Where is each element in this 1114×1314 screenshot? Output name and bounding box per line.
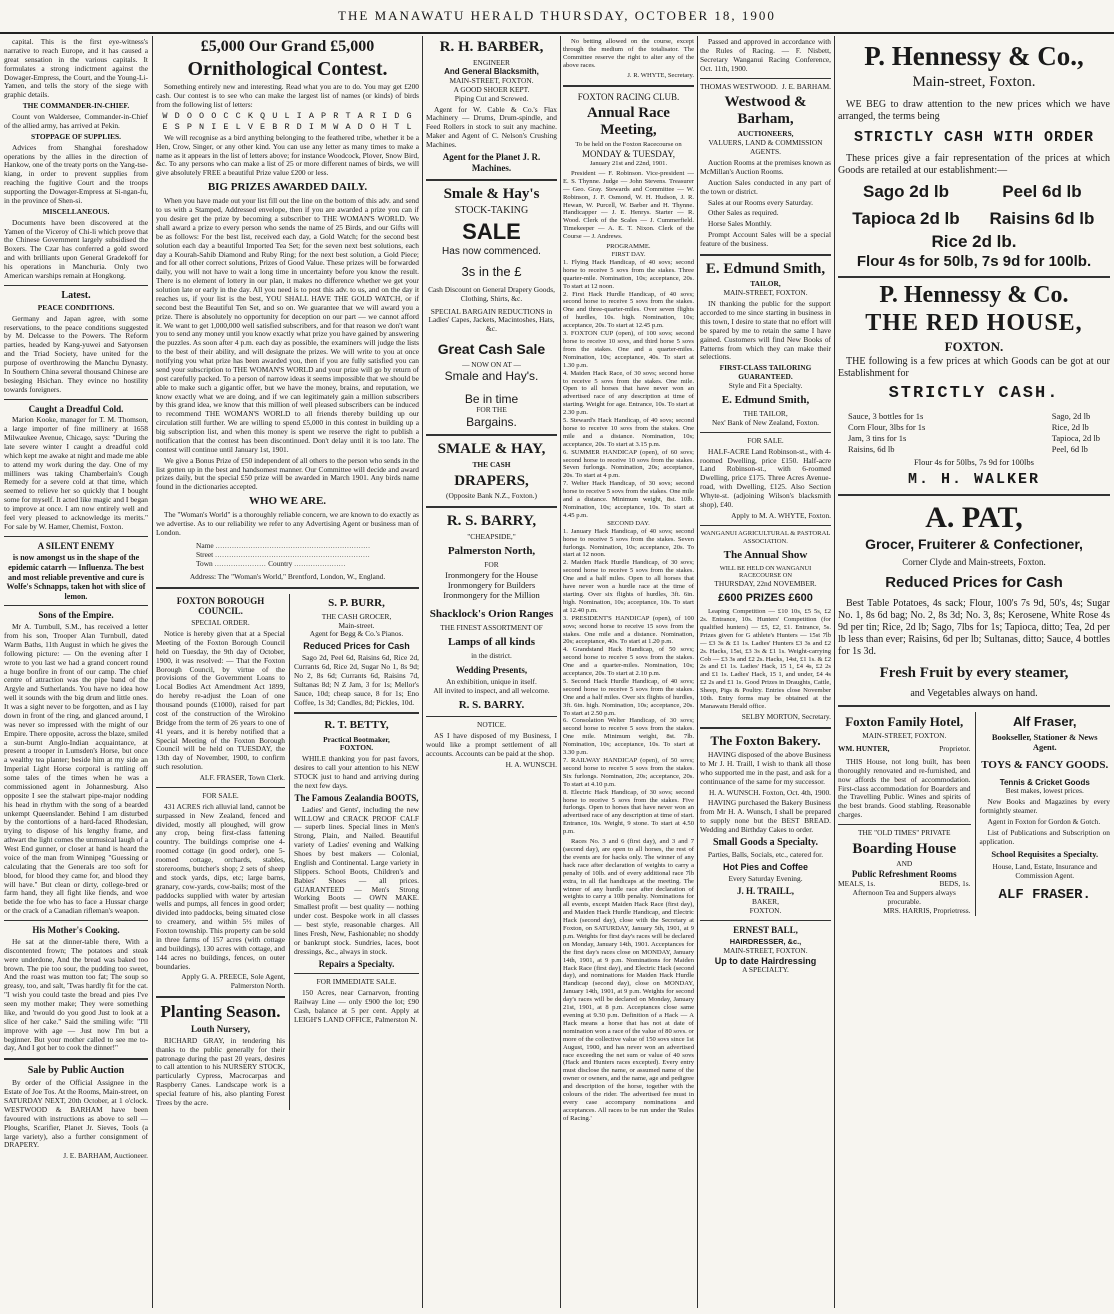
smale-3s: 3s in the £ bbox=[461, 264, 522, 280]
smale-time: Be in time bbox=[464, 391, 519, 406]
bakery-text-2: HAVING purchased the Bakery Business from Mr H. A. Wunsch, I shall be prepared to supply none but the BEST BREAD. Wedding and Birthday Cakes to order. bbox=[700, 798, 831, 835]
burr-street: Main-street. bbox=[338, 620, 375, 630]
poem-mother: He sat at the dinner-table there, With a discontented frown; The potatoes and steak were underdone, And the bread was baked too brown. The pie too sour, the pudding too sweet, And the roast was mutton too fat; The soup so greasy, too, and salt, 'Twas hardly fit for the cat. "I wish you could taste the bread and pies I've seen my mother make; They were something like, and 'twould do you good Just to look at a slice of her cake." Said the smiling wife: "I'll improve with age — Just now I'm but a beginner. But your mother called to see me to-day, And I got her to cook the dinner!" bbox=[4, 936, 148, 1053]
fraser-list: List of Publications and Subscription on application. bbox=[979, 827, 1110, 846]
barry-palmerston: Palmerston North, bbox=[447, 544, 536, 557]
news-sons: Mr A. Turnbull, S.M., has received a letter from his son, Trooper Alan Turnbull, dated Warm Baths, 11th August in which he gives the following picture: — On the evening after I wrote to you last we had a grand concert round a huge bonfire in front of our camp. The chief centre of attraction was the pipe band of the Argyle and Sutherlands. You have no idea how well it sounds with the big drum and little ones. It was a sight never to be forgotten, and as I lay down in front of the ring, and glanced around, I was never so impressed with the might of our Empire. There opposite, across the blaze, smiled a sun-burnt Anglo-Indian acquaintance, at present a trooper in Lumsden's Horse, but once a wealthy tea planter; beside him at my side an Imperial Light Horse corporal is rattling off some tales of the times when he was a commissioned agent in Johannesburg. Also opposite I see the stalwart pipe-major nodding his head in rhythm with the song of a bearded unkempt Queenslander. Behind I am disturbed by the contortions of a hard-faced Rhodesian, trying to dispose of his lengthy frame, and athwart the light comes the unmusical laugh of a West End gunner, or closer at hand is heard the voice of the man from Winnipeg "Guessing or calculating that the Generals are too soft for blood, for blood they came for, and blood they will have." But clean or dirty, college-bred or farm hand, they all fight like fiends, and woe betide the foe who has to face a Hussar charge or the crack of a Canadian rifleman's weapon. bbox=[4, 622, 148, 916]
heading-strictly-cash: STRICTLY CASH. bbox=[888, 384, 1060, 404]
hennessy-flour: Flour 4s for 50lb, 7s 9d for 100lb. bbox=[856, 252, 1092, 270]
barber-engineer: ENGINEER bbox=[473, 57, 510, 67]
heading-latest: Latest. bbox=[61, 289, 91, 301]
contest-body-3: We give a Bonus Prize of £50 independent of all others to the person who sends in the list gotten up in the best and handsomest manner. Our Committee will decide and award prizes daily, but the special £50 prize will be awarded in March 1901. Any birds name found in the dictionaries accepted. bbox=[156, 455, 419, 492]
contest-who: The "Woman's World" is a thoroughly reliable concern, we are known to do exactly as we advertise. As to our reliability we refer to any Advertising Agent or business man of London. bbox=[156, 510, 419, 538]
bakery-signature: H. A. WUNSCH. Foxton, Oct. 4th, 1900. bbox=[708, 787, 831, 797]
smith-address: MAIN-STREET, FOXTON. bbox=[723, 288, 808, 298]
notice-text: AS I have disposed of my Business, I would like a prompt settlement of all accounts. Accounts can be paid at the shop. bbox=[426, 730, 557, 758]
column-contest bbox=[156, 36, 419, 1308]
rh-item: Rice, 2d lb bbox=[1051, 422, 1089, 433]
column-rule bbox=[834, 36, 835, 1308]
ball-hairdresser: HAIRDRESSER, &c., bbox=[729, 936, 802, 946]
barry-district: in the district. bbox=[471, 651, 512, 661]
hotel-address: MAIN-STREET, FOXTON. bbox=[862, 731, 947, 741]
show-date: THURSDAY, 22nd NOVEMBER. bbox=[714, 579, 817, 589]
fraser-best: Best makes, lowest prices. bbox=[1005, 786, 1084, 796]
heading-programme: PROGRAMME. bbox=[606, 243, 651, 251]
heading-sons: Sons of the Empire. bbox=[38, 610, 114, 621]
hennessy-street: Main-street, Foxton. bbox=[912, 74, 1036, 91]
hennessy-strictly: STRICTLY CASH WITH ORDER bbox=[853, 129, 1095, 147]
heading-prizes: BIG PRIZES AWARDED DAILY. bbox=[207, 181, 368, 194]
heading-boarding: Boarding House bbox=[852, 840, 957, 857]
bakery-everyday: Every Saturday Evening. bbox=[728, 873, 803, 883]
barry-for: FOR bbox=[484, 559, 499, 569]
westwood-auctioneers: AUCTIONEERS, bbox=[737, 129, 794, 139]
form-name-label: Name bbox=[196, 541, 214, 551]
heading-planting: Planting Season. bbox=[160, 1002, 281, 1022]
barham-name: J. E. BARHAM. bbox=[781, 81, 831, 91]
fraser-agent: Agent in Foxton for Gordon & Gotch. bbox=[987, 816, 1101, 826]
burr-grocer: THE CASH GROCER, bbox=[321, 611, 392, 621]
redhouse-price-list bbox=[838, 409, 1110, 457]
heading-small-goods: Small Goods a Specialty. bbox=[712, 836, 818, 848]
smale-stocktaking: STOCK-TAKING bbox=[454, 205, 529, 217]
form-town-label: Town bbox=[196, 558, 213, 568]
westwood-6: Prompt Account Sales will be a special feature of the business. bbox=[700, 230, 831, 248]
contest-subtitle: Ornithological Contest. bbox=[187, 57, 388, 80]
fraser-school: School Requisites a Specialty. bbox=[991, 848, 1099, 859]
heading-betty: R. T. BETTY, bbox=[324, 719, 389, 732]
heading-hot-pies: Hot Pies and Coffee bbox=[722, 861, 808, 872]
smith-tailoring: FIRST-CLASS TAILORING GUARANTEED. bbox=[719, 363, 812, 382]
column-news bbox=[4, 36, 148, 1308]
heading-cold: Caught a Dreadful Cold. bbox=[28, 403, 124, 414]
hotel-hunter: WM. HUNTER, bbox=[838, 744, 890, 754]
racing-top-sig: J. R. WHYTE, Secretary. bbox=[627, 71, 694, 79]
heading-smith: E. Edmund Smith, bbox=[705, 260, 826, 277]
column-rule bbox=[152, 36, 153, 1308]
smale-drapers: DRAPERS, bbox=[454, 472, 529, 489]
bakery-traill: J. H. TRAILL, bbox=[736, 885, 795, 896]
nursery-text: RICHARD GRAY, in tendering his thanks to the public generally for their patronage during the past 20 years, desires to call attention to his NURSERY STOCK, particularly Cypress, Macrocarpas and Raspberry Canes. Landscape work is a special feature of his, also planting Forest Trees by the acre. bbox=[156, 1035, 285, 1107]
bakery-baker: BAKER, bbox=[752, 897, 779, 907]
westwood-1: Auction Rooms at the premises known as McMillan's Auction Rooms. bbox=[700, 158, 831, 176]
heading-reduced-burr: Reduced Prices for Cash bbox=[303, 641, 410, 652]
fraser-bookseller: Bookseller, Stationer & News Agent. bbox=[991, 732, 1098, 753]
heading-special-order: SPECIAL ORDER. bbox=[191, 618, 250, 628]
smith-tailor-2: THE TAILOR, bbox=[743, 409, 788, 419]
rh-item: Corn Flour, 3lbs for 1s bbox=[848, 422, 926, 433]
heading-commander: THE COMMANDER-IN-CHIEF. bbox=[22, 101, 130, 111]
heading-barry: R. S. BARRY, bbox=[446, 513, 537, 530]
heading-barry-2: R. S. BARRY. bbox=[458, 698, 525, 711]
contest-body-1: We will recognise as a bird anything belonging to the feathered tribe, whether it be a Hen, Crow, Singer, or any other kind. You can use any letter as many times to make a name as it appears in the list of letters above; for instance Woodcock, Plover, Snow Bird, &c. To any persons who can make a list of 25 or more different names of birds, we will give absolutely FREE a beautiful Prize value £200 or less. bbox=[156, 132, 419, 178]
barry-iron-3: Ironmongery for the Million bbox=[443, 590, 540, 600]
rh-item: Peel, 6d lb bbox=[1051, 444, 1088, 455]
ad-schnapps: is now amongst us in the shape of the epidemic catarrh — Influenza. The best and most reliable preventive and cure is Wolfe's Schnapps, taken hot with slice of lemon. bbox=[6, 553, 146, 601]
barber-planet: Agent for the Planet J. R. Machines. bbox=[442, 151, 541, 173]
heading-second-day: SECOND DAY. bbox=[607, 519, 650, 527]
smale-forthe: FOR THE bbox=[476, 405, 507, 415]
heading-great-cash: Great Cash Sale bbox=[437, 341, 546, 358]
barber-piping: Piping Cut and Screwed. bbox=[454, 93, 529, 103]
rh-item: Sago, 2d lb bbox=[1051, 410, 1091, 421]
apat-prices: Best Table Potatoes, 4s sack; Flour, 100's 7s 9d, 50's, 4s; Sugar No. 1, 8s 6d bag; No. 2, 8s 3d; No. 3, 8s; Kerosene, White Rose 4s 9d per tin; Rice, 2d lb; Sago, 7lbs for 1s; Tapioca, ditto; Tea, 2d per lb less than ever; Raisins, 6d per lb; Sultanas, ditto; Sauce, 4 bottles for 1s 3d. bbox=[838, 597, 1110, 657]
betty-text: WHILE thanking you for past favors, desires to call your attention to his NEW STOCK just to hand and arriving during the next few days. bbox=[293, 754, 419, 790]
heading-auction: Sale by Public Auction bbox=[27, 1065, 125, 1077]
smale-opposite: (Opposite Bank N.Z., Foxton.) bbox=[446, 491, 537, 501]
heading-shacklock: Shacklock's Orion Ranges bbox=[429, 608, 554, 621]
westwood-valuers: VALUERS, LAND & COMMISSION AGENTS. bbox=[708, 138, 823, 157]
heading-council: FOXTON BOROUGH COUNCIL. bbox=[176, 595, 265, 617]
council-signature: ALF. FRASER, Town Clerk. bbox=[199, 773, 285, 783]
heading-ball: ERNEST BALL, bbox=[733, 925, 798, 936]
hotel-text: THIS House, not long built, has been thoroughly renovated and re-furnished, and now affords the best of accommodation. First-class accommodation for Boarders and the Travelling Public. Wines and spirits of the best brands. Good stabling. Reasonable charges. bbox=[838, 756, 971, 820]
heading-old-times: THE "OLD TIMES" PRIVATE bbox=[857, 828, 951, 838]
forsale-signature: Apply G. A. PREECE, Sole Agent, Palmerston North. bbox=[181, 972, 285, 991]
betty-bootmaker: Practical Bootmaker, bbox=[323, 734, 390, 744]
form-town-field[interactable]: ...................... bbox=[214, 558, 267, 568]
news-cold: Marion Kooke, manager for T. M. Thomson, a large importer of fine millinery at 1658 Milwaukee Avenue, Chicago, says: "During the late severe winter I caught a dreadful cold which kept me awake at night and made me able to attend my work during the day. One of my milliners was taking Chamberlain's Cough Remedy for a severe cold at that time, which seemed to relieve her so quickly that I bought some for myself. It acted like magic and I began to improve at once. I am now entirely well and feel very pleased to acknowledge its merits." For sale by W. Hamer, Chemist, Foxton. bbox=[4, 415, 148, 531]
heading-wanganui: WANGANUI AGRICULTURAL & PASTORAL ASSOCIATION. bbox=[700, 529, 831, 545]
boarding-and: AND bbox=[896, 859, 913, 869]
racing-first-day: 1. Flying Hack Handicap, of 40 sovs; second horse to receive 5 sovs from the stakes. Three quarter-mile. Nomination, 10s; acceptance, 20s. To start at 12 noon. 2. First Hack Hurdle Handicap, of 40 sovs; second horse to receive 5 sovs from the stakes. One and three-quarter-miles. Over seven flights of hurdles, 10s. high. Nomination, 10s; acceptance, 20s. To start at 12.45 p.m. 3. FOXTON CUP (open), of 100 sovs; second horse to receive 10 sovs, and third horse 5 sovs from the stakes. One and a quarter-miles. Nomination, 10s; acceptance, 40s. To start at 1.30 p.m. 4. Maiden Hack Race, of 30 sovs; second horse to receive 5 sovs from the stakes. One mile. Open to all horses that have never won an advertised race of any description at time of starting. Weight for age. Entrance, 10s. To start at 2.30 p.m. 5. Steward's Hack Handicap, of 40 sovs; second horse to receive 10 sovs from the stakes. One mile and a distance. Nomination, 10s; acceptance, 20s. To start at 3.15 p.m. 6. SUMMER HANDICAP (open), of 60 sovs; second horse to receive 10 sovs from the stakes. Seven furlongs. Nomination, 20s; acceptance, 20s. To start at 4 p.m. 7. Welter Hack Handicap, of 30 sovs; second horse to receive 5 sovs from the stakes. One mile and a distance. Minimum weight, 8st. 10lb. Nomination, 10s; acceptance, 10s. To start at 4.45 p.m. bbox=[563, 258, 694, 519]
heading-smith-2: E. Edmund Smith, bbox=[721, 393, 810, 406]
heading-hennessy: P. Hennessy & Co., bbox=[864, 41, 1084, 71]
fraser-tennis: Tennis & Cricket Goods bbox=[999, 777, 1090, 787]
ball-address: MAIN-STREET, FOXTON. bbox=[723, 945, 808, 955]
westwood-2: Auction Sales conducted in any part of the town or district. bbox=[700, 177, 831, 196]
council-notice: Notice is hereby given that at a Special Meeting of the Foxton Borough Council held on Tuesday, the 9th day of October, 1900, it was resolved: — That the Foxton Borough Council, by virtue of the provisions of the Government Loans to Local Bodies Act Amendment Act 1899, do hereby re-adjust the Loan of one thousand pounds (£1000), raised for part cost of the construction of the Wirokino Bridge from the term of 26 years to one of 41 years, and it is hereby notified that a Special Meeting of the Foxton Borough Council will be held on TUESDAY, the 13th day of November, 1900, to confirm such resolution. bbox=[156, 629, 285, 772]
heading-first-day: FIRST DAY. bbox=[611, 251, 646, 258]
heading-apat-reduced: Reduced Prices for Cash bbox=[885, 573, 1063, 591]
smale-nowon: — NOW ON AT — bbox=[462, 359, 521, 369]
betty-foxton: FOXTON. bbox=[339, 743, 374, 753]
hennessy-intro: WE BEG to draw attention to the new prices which we have arranged, the terms being bbox=[838, 99, 1110, 123]
boarding-beds: BEDS, 1s. bbox=[939, 879, 971, 889]
masthead: THE MANAWATU HERALD THURSDAY, OCTOBER 18, 1900 bbox=[0, 8, 1114, 34]
westwood-3: Sales at our Rooms every Saturday. bbox=[708, 197, 814, 207]
smale-special: SPECIAL BARGAIN REDUCTIONS in Ladies' Capes, Jackets, Macintoshes, Hats, &c. bbox=[428, 306, 555, 334]
contest-intro: Something entirely new and interesting. Read what you are to do. You may get £200 cash. Our contest is to see who can make the largest list of names (or kinds) of birds from the following list of letters: bbox=[156, 81, 419, 109]
westwood-5: Horse Sales Monthly. bbox=[708, 219, 772, 229]
racing-top: No betting allowed on the course, except through the medium of the totalisator. The Committee reserve the right to alter any of the above races. bbox=[563, 38, 694, 69]
rh-item: Raisins, 6d lb bbox=[848, 444, 895, 455]
westwood-4: Other Sales as required. bbox=[708, 208, 779, 218]
redhouse-text: THE following is a few prices at which Goods can be got at our Establishment for bbox=[838, 356, 1110, 380]
form-name-field[interactable]: .................................................................. bbox=[215, 541, 371, 551]
bakery-text: HAVING disposed of the above Business to Mr J. H. Traill, I wish to thank all those who supported me in the past, and ask for a continuance of the same for my successor. bbox=[700, 750, 831, 786]
heading-hotel: Foxton Family Hotel, bbox=[845, 713, 964, 729]
news-commander: Count von Waldersee, Commander-in-Chief of the allied army, has arrived at Pekin. bbox=[4, 112, 148, 130]
heading-notice: NOTICE. bbox=[477, 720, 506, 730]
bakery-parties: Parties, Balls, Socials, etc., catered for. bbox=[707, 849, 824, 859]
fraser-toys: TOYS & FANCY GOODS. bbox=[981, 758, 1109, 771]
heading-show: The Annual Show bbox=[723, 548, 808, 561]
ball-uptodate: Up to date Hairdressing bbox=[714, 955, 817, 966]
column-racing bbox=[563, 36, 694, 1308]
rh-item: Sauce, 3 bottles for 1s bbox=[848, 410, 924, 421]
rh-item: Tapioca, 2d lb bbox=[1051, 433, 1100, 444]
heading-burr: S. P. BURR, bbox=[328, 596, 385, 609]
apat-veg: and Vegetables always on hand. bbox=[910, 687, 1038, 699]
racing-second-day: 1. January Hack Handicap, of 40 sovs; second horse to receive 5 sovs from the stakes. Seven furlongs. Nomination, 10s; acceptance, 20s. To start at 12 noon. 2. Maiden Hack Hurdle Handicap, of 30 sovs; second horse to receive 5 sovs from the stakes. One and a half miles. Open to all horses that have never won a hurdle race at the time of starting. Over six flights of hurdles, 3ft. 6in. high. Nomination, 10s; acceptance, 10s. To start at 12.40 p.m. 3. PRESIDENT'S HANDICAP (open), of 100 sovs; second horse to receive 15 sovs from the stakes. One mile and a distance. Nomination, 20s; acceptance, 40s. To start at 1.20 p.m. 4. Grandstand Hack Handicap, of 50 sovs; second horse to receive 5 sovs from the stakes. One and a quarter-miles. Nomination, 10s; acceptance, 20s. To start at 2.10 p.m. 5. Second Hack Hurdle Handicap, of 40 sovs; second horse to receive 5 sovs from the stakes. One and a half miles. Over six flights of hurdles, 3ft. 6in. high. Nomination, 10s; acceptance, 20s. To start at 2.50 p.m. 6. Consolation Welter Handicap, of 30 sovs; second horse to receive 5 sovs from the stakes. One mile. Minimum weight, 8st. 7lb. Nomination, 10s; acceptance, 10s. To start at 3.30 p.m. 7. RAILWAY HANDICAP (open), of 50 sovs; second horse to receive 5 sovs from the stakes. Six furlongs. Nomination, 20s; acceptance, 20s. To start at 4.10 p.m. 8. Electric Hack Handicap, of 30 sovs; second horse to receive 5 sovs from the stakes. Five furlongs. Open to horses that have never won an advertised race of any description at time of start. Entrance, 10s. Weight, 9 stone. To start at 4.50 p.m. bbox=[563, 527, 694, 836]
ad-auction: By order of the Official Assignee in the Estate of Joe Tos. At the Rooms, Main-street, on SATURDAY NEXT, 20th October, at 1 o'clock. WESTWOOD & BARHAM have been favoured with instructions as above to sell — Ploughs, Scarifier, Planet Jr. Sieves, Tools (a large variety), also a further consignment of DRAPERY. bbox=[4, 1078, 148, 1150]
forsale-whyte: HALF-ACRE Land Robinson-st., with 4-roomed Dwelling, price £150. Half-acre Land Robinson-st., with 6-roomed Dwelling, price £175. Three Acres Avenue-road, with Dwelling, £125. Also Section Whyte-st. (adjoining Wilson's blacksmith shop), £40. bbox=[700, 446, 831, 509]
smale-thecash: THE CASH bbox=[472, 459, 511, 469]
price-item: Tapioca 2d lb bbox=[852, 208, 960, 228]
news-intro: capital. This is the first eye-witness's narrative to reach Europe, and it has caused a great sensation in the various capitals. It formulates a strong indictment against the Dowager-Empress, the Court, and the Young-Li-Yamen, and tells the story of the siege with graphic details. bbox=[4, 37, 148, 100]
boarding-meals: MEALS, 1s. bbox=[838, 879, 876, 889]
rh-item: Jam, 3 tins for 1s bbox=[848, 433, 907, 444]
bakery-foxton: FOXTON. bbox=[749, 906, 782, 916]
barry-cheapside: "CHEAPSIDE," bbox=[467, 531, 516, 541]
ball-specialty: A SPECIALTY. bbox=[742, 965, 789, 975]
show-where: WILL BE HELD ON WANGANUI RACECOURSE ON bbox=[719, 564, 812, 580]
heading-misc: MISCELLANEOUS. bbox=[42, 206, 110, 216]
column-westwood bbox=[700, 36, 831, 1308]
subcolumn-fraser bbox=[979, 712, 1110, 916]
burr-agent: Agent for Begg & Co.'s Pianos. bbox=[309, 629, 404, 639]
smith-nex: Nex' Bank of New Zealand, Foxton. bbox=[711, 417, 820, 427]
form-street-label: Street bbox=[196, 549, 214, 559]
barry-iron-1: Ironmongery for the House bbox=[445, 569, 538, 580]
hennessy-prices-intro: These prices give a fair representation of the prices at which Goods are retailed at our establishment:— bbox=[838, 153, 1110, 177]
heading-smale: Smale & Hay's bbox=[443, 185, 540, 202]
barry-lamps: Lamps of all kinds bbox=[447, 636, 536, 649]
heading-who: WHO WE ARE. bbox=[248, 495, 327, 508]
barry-invited: All invited to inspect, and all welcome. bbox=[433, 685, 550, 695]
westwood-name: THOMAS WESTWOOD. bbox=[700, 81, 778, 91]
heading-racing-club: FOXTON RACING CLUB. bbox=[577, 91, 680, 102]
form-country-label: Country bbox=[268, 558, 293, 568]
heading-forsale-2: FOR SALE. bbox=[747, 435, 784, 445]
apat-corner: Corner Clyde and Main-streets, Foxton. bbox=[902, 557, 1046, 568]
contest-title: £5,000 Our Grand £5,000 bbox=[200, 38, 375, 55]
heading-annual-race: Annual Race Meeting, bbox=[587, 105, 670, 138]
redhouse-foxton: FOXTON. bbox=[944, 338, 1004, 354]
burr-prices: Sago 2d, Peel 6d, Raisins 6d, Rice 2d, Currants 6d, Rice 2d, Sugar No 1, 8s 9d; No 2, 8s 6d; Currants 6d, Raisins 7d, Sultanas 8d; N Z Jam, 3 for 1s; Mellor's Sauce, 10d; cheap sauce, 8 for 1s; Eno Coffee, 1s 3d; Candles, 8d; Pickles, 10d. bbox=[293, 653, 419, 707]
boarding-afternoon: Afternoon Tea and Suppers always procurable. bbox=[852, 888, 956, 906]
barry-exhibition: An exhibition, unique in itself. bbox=[446, 677, 537, 687]
column-rule bbox=[697, 36, 698, 1308]
price-item: Sago 2d lb bbox=[863, 182, 949, 202]
forsale-acres: 431 ACRES rich alluvial land, cannot be surpassed in New Zealand, fenced and divided, mostly all ploughed, will grow any crop, being first-class fattening country. The buildings comprise one 4-roomed cottage (in good order), one 5-roomed cottage, orchards, stables, storerooms, butcher's shop; 2 sets of sheep and stock yards, dips, etc; large barns, granary, cow-yards, cow-bails; most of the paddocks supplied with water by artesian wells and pumps, all fences in good order; divided into paddocks, being situated close to creamery, and within 5½ miles of Foxton township. This property can be sold in three farms of 157 acres (with cottage and buildings), 130 acres with cottage, and 144 acres no buildings, fences, on outer boundaries. bbox=[156, 801, 285, 971]
contest-letters-1: W D O O O C C K Q U L I A P R T A R I D G bbox=[162, 111, 413, 122]
show-signature: SELBY MORTON, Secretary. bbox=[741, 711, 831, 721]
heading-fraser: Alf Fraser, bbox=[1012, 713, 1077, 729]
hennessy-rice: Rice 2d lb. bbox=[931, 232, 1017, 252]
heading-hennessy-2: P. Hennessy & Co. bbox=[879, 281, 1069, 308]
fraser-mags: New Books and Magazines by every fortnightly steamer. bbox=[979, 797, 1110, 816]
heading-repairs: Repairs a Specialty. bbox=[318, 958, 395, 969]
column-rule bbox=[560, 36, 561, 1308]
zealandia-text: Ladies' and Gents', including the new WILLOW and CRACK PROOF CALF — superb lines. Special lines in Men's Strong, Plain, and Nailed. Beautiful variety of Ladies' evening and Walking Shoes by best makers — Colonial, English and Continental. Large variety in Slippers. School Boots, Children's and Babies' Shoes — all prices. GUARANTEED — Men's Strong Working Boots — OWN MAKE. Smallest profit — best quality — nothing under cost. Bespoke work in all classes — best style, reasonable charges. All lines Fresh, New, Fashionable; no shoddy or bankrupt stock. Sundries, laces, boot dressings, &c., always in stock. bbox=[293, 804, 419, 956]
redhouse-walker: M. H. WALKER bbox=[907, 470, 1041, 488]
immediate-text: 150 Acres, near Carnarvon, fronting Railway Line — only £900 the lot; £90 Cash, balance at 5 per cent. Apply at LEIGH'S LAND OFFICE, Palmerston N. bbox=[293, 988, 419, 1024]
notice-signature: H. A. WUNSCH. bbox=[505, 759, 557, 769]
column-rule bbox=[422, 36, 423, 1308]
auction-signature: J. E. BARHAM, Auctioneer. bbox=[63, 1151, 148, 1161]
smith-tailor: TAILOR, bbox=[750, 279, 781, 289]
heading-smale-hay: SMALE & HAY, bbox=[437, 441, 546, 458]
boarding-harris: MRS. HARRIS, Proprietress. bbox=[883, 905, 971, 915]
fraser-footer: ALF FRASER. bbox=[998, 886, 1091, 903]
column-barber bbox=[426, 36, 557, 1308]
heading-barber: R. H. BARBER, bbox=[439, 39, 544, 55]
westwood-top: Passed and approved in accordance with the Rules of Racing. — F. Nisbett, Secretary Wanganui Racing Conference, Oct. 11th, 1900. bbox=[700, 37, 831, 73]
heading-red-house: THE RED HOUSE, bbox=[865, 309, 1083, 336]
price-item: Raisins 6d lb bbox=[989, 208, 1095, 228]
show-text: Leaping Competition — £10 10s, £5 5s, £2 2s. Entrance, 10s. Hunters' Competition (for qualified hunters) — £5, £2, £1. Entrance, 5s. Prizes given for G athlete's Hunters — 15st 7lb — £3 3s & £1 1s. Ladies' Hunters £3 3s and £2 2s. Hacks, 15st, £3 3s & £1 1s. Weight-carrying Cob — £3 3s and £2 2s. Hacks, 14st, £1 1s. & £2 2s and £1 1s. Ladies' Hack, 15 1, £4 4s, £2 2s and £1 1s. Ladies' Hack, 15 1, and under, £4 4s £2 2s and £1 1s. Good Prizes in Draughts, Cattle, Sheep, Pigs & Poultry. Entries close November 10th. Entry forms may be obtained at the Manawatu Herald office. bbox=[700, 608, 831, 710]
hotel-proprietor: Proprietor. bbox=[939, 744, 971, 754]
heading-enemy: A SILENT ENEMY bbox=[37, 540, 115, 551]
racing-date: January 21st and 22nd, 1901. bbox=[589, 160, 668, 168]
heading-zealandia: The Famous Zealandia BOOTS, bbox=[294, 792, 419, 803]
contest-body-2: When you have made out your list fill out the line on the bottom of this adv. and send to us with a Stamped, Addressed envelope, then if you are awarded a prize you can if you desire get the prize by becoming a subscriber to THE WOMAN'S WORLD. We shall award a prize to every person who sends the name of 25 Birds, and our Gifts will be as follows: For the best list, received each day, a Gold Watch; for the second best solution each day a beautiful Imported Tea Set; for the seven next best solutions, each day a Kourah-Sahib Diamond and Ruby Ring; for the next best solution, a Gold Piece; and for all other correct solutions, Prizes of Good Value. These prizes will be forwarded daily, you will not have to wait a long time in uncertainty before you know the result. There is no element of lottery in our plan, it makes no difference whether we get your solution late or early in the day. All you need is to post this adv. to us, and on the day it reaches us, if your list is the best, YOU SHALL HAVE THE GOLD WATCH, or if second best the Beautiful Ten Set, and so on. We guarantee that we will award you a prize. There is absolutely no opportunity for deception on our part — we cannot afford it. We want to get 1,000,000 well satisfied subscribers, and for that reason we don't want you to send any money until you know exactly what prize you have gained by answering the puzzles. As soon after 4 p.m. each day as possible, the examiners will judge the lists to the best of their ability, and will designate the prizes. We will write to you at once notifying you what prize has been awarded you, then if you are fully satisfied you can send your subscription to THE WOMAN'S WORLD and your prize will go by return of post carefully packed. To a person of narrow ideas it seems impossible that we should be able to make such a gigantic offer, but we have the money, brains, and reputation, we know exactly what we are doing, and if we can legitimately gain a million subscribers by this grand idea, we know that this million of well pleased subscribers can be induced to recommend THE WOMAN'S WORLD to all friends thereby building up our circulation still further. We are willing to spend £5,000 in this contest in building up a big subscription list, and when this money is spent we reserve the right to publish a notification that the contest has been discontinued. Don't delay until it is too late. The contest will continue until January 1st, 1901. bbox=[156, 196, 419, 454]
racing-held: To be held on the Foxton Racecourse on bbox=[575, 141, 682, 149]
contest-address: Address: The "Woman's World," Brentford, London, W., England. bbox=[189, 571, 386, 581]
smale-sale: SALE bbox=[462, 219, 521, 245]
racing-days: MONDAY & TUESDAY, bbox=[582, 149, 675, 160]
entry-form bbox=[196, 542, 419, 569]
news-stoppage: Advices from Shanghai foreshadow operations by the allies in the direction of Hankow, one of the treaty ports on the Yang-tse-kiang, in order to prevent supplies from reaching the fugitive Court and the troops supporting the Dowager-Empress at Si-ngan-fu, in the province of Shen-si. bbox=[4, 142, 148, 205]
subcolumn-council bbox=[156, 594, 285, 1110]
racing-rules: Races No. 3 and 6 (first day), and 3 and 7 (second day), are open to all horses, the rest of the events are for hacks only. The winner of any hack race after declaration of weights to carry a penalty of 10lb. and of every additional race 7lb extra, in all flat handicaps at the meeting. The winner of any hurdle race after declaration of weights to carry a 10lb penalty. Nominations for all events, except Maiden Hack Race (first day), and Maiden Hack Hurdle Handicap, and Electric Hack (second day), close with the Secretary at Foxton, on SATURDAY, January 5th, 1901, at 9 p.m. Weights for first day's races will be declared on Monday, January 14th, 1901. Acceptances for the first day's races close on MONDAY, January 14th, 1901, at 9 p.m. Nominations for Maiden Hack Race (first day), and Electric Hack (second day), and nominations for Maiden Hack Hurdle Handicap (second day), close on MONDAY, January 14th, 1901, at 9 p.m. Weights for second day's races will be declared on Monday, January 21st, 1901, at 8 p.m. Acceptances close same evening at 9.30 p.m. Definition of a Hack — A Hack means a horse that has not at date of nomination won a race of the value of 80 sovs. or more of the collective value of 150 sovs since 1st August, 1900, and has never won an advertised race exceeding the net sum or value of 40 sovs (Hack and Hunters races excepted). Every entry must disclose the name, or assumed name of the owner or owners, and the name, age and pedigree and description of the horse, together with the colours of the rider. The advertised fee must in every case accompany nominations and acceptances. All races to be run under the 'Rules of Racing.' bbox=[563, 838, 694, 1122]
price-item: Peel 6d lb bbox=[1002, 182, 1082, 202]
racing-officers: President — F. Robinson. Vice-president — E. S. Thynne. Judge — John Stevens. Treasurer — Geo. Gray. Stewards and Committee — W. Robinson, J. F. Osmond, W. H. Hudson, J. R. Hewan, W. Purcell, W. Barber and H. Thynne. Handicapper — J. E. Henrys. Starter — R. Wood. Clerk of the Scales — J. Cummerfield. Timekeeper — A. E. T. Nixon. Clerk of the Course — J. Andrews. bbox=[563, 169, 694, 241]
news-misc: Documents have been discovered at the Yamen of the Viceroy of Chi-li which prove that the Chinese Government largely subsidised the Boxers. The Czar has conferred a gold sword and with brilliants upon General Gradekoff for his operations in Manchuria. Only two American warships remain at Hongkong. bbox=[4, 217, 148, 280]
apat-fruit: Fresh Fruit by every steamer, bbox=[879, 664, 1069, 681]
barber-shoer: A GOOD SHOER KEPT. bbox=[453, 84, 530, 94]
barry-finest: THE FINEST ASSORTMENT OF bbox=[440, 623, 543, 633]
heading-forsale: FOR SALE. bbox=[202, 790, 239, 800]
heading-peace: PEACE CONDITIONS. bbox=[37, 302, 115, 312]
forsale-whyte-sig: Apply to M. A. WHYTE, Foxton. bbox=[731, 510, 831, 520]
heading-stoppage: STOPPAGE OF SUPPLIES. bbox=[30, 131, 121, 141]
smith-text: IN thanking the public for the support accorded to me since starting in business in this town, I desire to state that no effort will be spared by me to retain the same I have gained. Customers will find New Books of Patterns from which they can make their selections. bbox=[700, 299, 831, 362]
smale-commenced: Has now commenced. bbox=[442, 246, 541, 258]
barry-iron-2: Ironmongery for Builders bbox=[447, 579, 536, 590]
hennessy-price-list bbox=[838, 179, 1110, 232]
heading-bakery: The Foxton Bakery. bbox=[710, 732, 821, 748]
boarding-public: Public Refreshment Rooms bbox=[851, 869, 957, 880]
barber-blacksmith: And General Blacksmith, bbox=[444, 67, 539, 77]
subcolumn-burr bbox=[294, 594, 419, 1110]
smale-discount: Cash Discount on General Drapery Goods, Clothing, Shirts, &c. bbox=[428, 284, 555, 303]
form-country-field[interactable]: ...................... bbox=[294, 558, 346, 568]
heading-nursery: Louth Nursery, bbox=[190, 1023, 250, 1034]
show-prizes: £600 PRIZES £600 bbox=[718, 591, 813, 604]
news-peace: Germany and Japan agree, with some reservations, to the peace conditions suggested by M. Delcasse to the Powers. The Reform parties, headed by Kang-yuwei and Satyonsen and the Triad Society, have united for the purpose of overthrowing the Manchu Dynasty. In Southern China several thousand Chinese are besieging Hsichan. They evince no hostility towards foreigners. bbox=[4, 313, 148, 394]
heading-mother: His Mother's Cooking. bbox=[32, 925, 120, 936]
barber-text: Agent for W. Cable & Co.'s Flax Machinery — Drums, Drum-spindle, and Feed Rollers in stock to suit any machine. Maker and Agent of C. Nelson's Crushing Machines. bbox=[426, 104, 557, 150]
contest-letters-2: E S P N I E L V E B R D I M W A D O H T L bbox=[162, 121, 413, 132]
subcolumn-hotel bbox=[838, 712, 971, 916]
barry-wedding: Wedding Presents, bbox=[455, 665, 528, 676]
heading-apat: A. PAT, bbox=[925, 500, 1023, 534]
heading-immediate: FOR IMMEDIATE SALE. bbox=[316, 977, 397, 987]
smale-bargains: Bargains. bbox=[466, 415, 517, 430]
smith-style: Style and Fit a Specialty. bbox=[728, 381, 803, 390]
column-hennessy bbox=[838, 36, 1110, 1308]
fraser-house: House, Land, Estate, Insurance and Commission Agent. bbox=[992, 861, 1097, 880]
heading-westwood: Westwood & Barham, bbox=[724, 94, 807, 127]
apat-grocer: Grocer, Fruiterer & Confectioner, bbox=[865, 536, 1083, 553]
barber-street: MAIN-STREET, FOXTON. bbox=[449, 75, 534, 85]
smale-at: Smale and Hay's. bbox=[444, 369, 539, 384]
form-street-field[interactable]: .................................................................. bbox=[215, 549, 371, 559]
redhouse-flour: Flour 4s for 50lbs, 7s 9d for 100lbs bbox=[914, 456, 1034, 467]
